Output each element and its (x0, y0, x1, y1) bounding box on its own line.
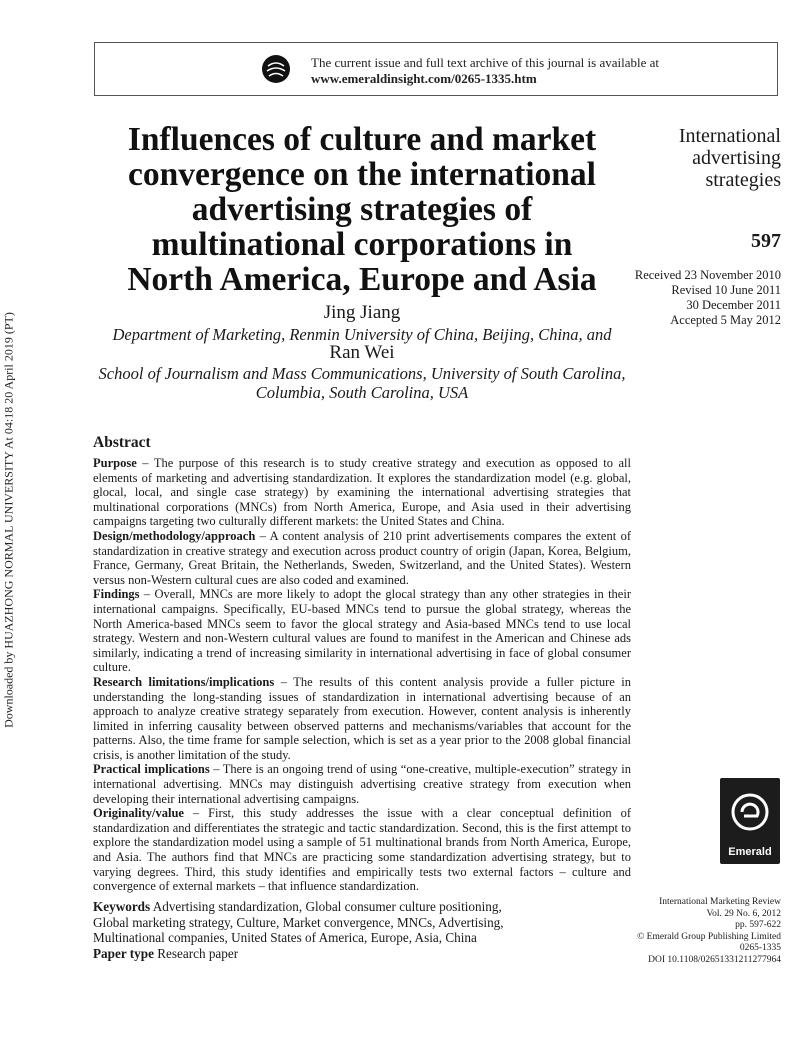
date-line: Accepted 5 May 2012 (670, 313, 781, 327)
date-line: 30 December 2011 (686, 298, 781, 312)
abstract-section: Originality/value – First, this study addresses the issue with a clear conceptual definition of standardization and differentiates the strategic and tactic standardization. Second, this is the first attempt to explore the standardization model using a sample of 51 multinational brands from North America, Europe, and Asia. The authors find that MNCs are practicing some standardization advertising strategy, but to varying degrees. Third, this study identifies and empirically tests two external factors – culture and convergence of external markets – that influence standardization. (93, 806, 631, 894)
running-head (679, 125, 781, 191)
page-number: 597 (751, 230, 781, 252)
keywords-line: Global marketing strategy, Culture, Market convergence, MNCs, Advertising, (93, 914, 504, 930)
running-head-line: strategies (705, 169, 781, 191)
emerald-logo (720, 778, 780, 864)
author-affiliation: School of Journalism and Mass Communications, University of South Carolina, (98, 364, 626, 383)
article-title (92, 122, 632, 297)
paper-type-value: Research paper (153, 946, 239, 961)
submission-dates (635, 268, 781, 328)
keywords-line: Advertising standardization, Global consumer culture positioning, (150, 899, 502, 914)
author-affiliation: Department of Marketing, Renmin University of China, Beijing, China, and (112, 325, 612, 344)
archive-notice-box (94, 42, 778, 96)
paper-type (93, 946, 238, 962)
emerald-globe-icon (261, 54, 291, 84)
abstract-section: Design/methodology/approach – A content analysis of 210 print advertisements compares the extent of standardization in creative strategy and execution across product country of origin (Japan, Korea, Belgium, France, Germany, Great Britain, the Netherlands, Sweden, Switzerland, and the United States). Western versus non-Western cultural cues are also coded and examined. (93, 528, 631, 587)
journal-info-line: DOI 10.1108/02651331211277964 (648, 954, 781, 965)
abstract-heading: Abstract (93, 434, 151, 451)
journal-url-link[interactable]: www.emeraldinsight.com/0265-1335.htm (311, 71, 537, 86)
paper-type-label: Paper type (93, 946, 154, 961)
journal-info-line: © Emerald Group Publishing Limited (637, 931, 781, 942)
abstract-body (93, 456, 631, 894)
title-line: North America, Europe and Asia (127, 261, 597, 298)
journal-info (637, 897, 781, 966)
abstract-section: Findings – Overall, MNCs are more likely to adopt the glocal strategy than any other strategies in their international campaigns. Specifically, EU-based MNCs tend to pursue the global strategy, whereas the North America-based MNCs seem to favor the glocal strategy and Asia-based MNCs tend to use local strategy. Western and non-Western cultural values are found to manifest in the American and Chinese ads similarly, indicating a trend of increasing similarity in international advertising in face of global consumer culture. (93, 587, 631, 675)
journal-info-line: pp. 597-622 (735, 920, 781, 930)
abstract-section: Research limitations/implications – The results of this content analysis provide a fuller picture in understanding the long-standing issues of standardization in international advertising because of an approach to analyze creative strategy separately from execution. However, content analysis is inherently limited in inferring causality between observed patterns and mechanisms/variables that account for the patterns. Also, the time frame for sample selection, which is set as a year prior to the 2008 global financial crisis, is another limitation of the study. (93, 674, 632, 762)
journal-info-line: International Marketing Review (659, 897, 781, 907)
author-name: Ran Wei (329, 342, 395, 363)
journal-info-line: Vol. 29 No. 6, 2012 (706, 908, 781, 919)
abstract-section: Purpose – The purpose of this research is to study creative strategy and execution as opposed to all elements of marketing and advertising standardization. It explores the standardization model (e.g. global, glocal, local, and single case strategy) by examining the international advertising strategies that multinational corporations (MNCs) from North America, Europe, and Asia used in their advertising campaigns targeting two culturally different markets: the United States and China. (93, 456, 631, 529)
running-head-line: International (678, 125, 781, 147)
date-line: Revised 10 June 2011 (671, 283, 781, 297)
author-affiliation: Columbia, South Carolina, USA (255, 383, 469, 402)
date-line: Received 23 November 2010 (634, 268, 781, 282)
title-line: convergence on the international (127, 156, 596, 193)
keywords-line: Multinational companies, United States of America, Europe, Asia, China (93, 930, 477, 945)
author-name: Jing Jiang (323, 302, 401, 323)
title-line: multinational corporations in (151, 226, 573, 263)
title-line: Influences of culture and market (127, 121, 597, 158)
keywords (93, 899, 613, 946)
archive-notice-text: The current issue and full text archive of this journal is available at (311, 55, 659, 70)
download-notice (0, 0, 18, 1058)
journal-info-line: 0265-1335 (739, 943, 781, 953)
download-notice-text: Downloaded by HUAZHONG NORMAL UNIVERSITY At 04:18 20 April 2019 (PT) (1, 312, 16, 728)
title-line: advertising strategies of (191, 191, 533, 228)
abstract-section: Practical implications – There is an ongoing trend of using “one-creative, multiple-execution” strategy in international advertising. MNCs may distinguish advertising creative strategy from execution when developing their international advertising campaigns. (93, 762, 631, 806)
emerald-brand-text: Emerald (728, 846, 772, 858)
running-head-line: advertising (692, 147, 781, 169)
keywords-label: Keywords (93, 899, 151, 914)
emerald-logo-icon (730, 790, 770, 836)
